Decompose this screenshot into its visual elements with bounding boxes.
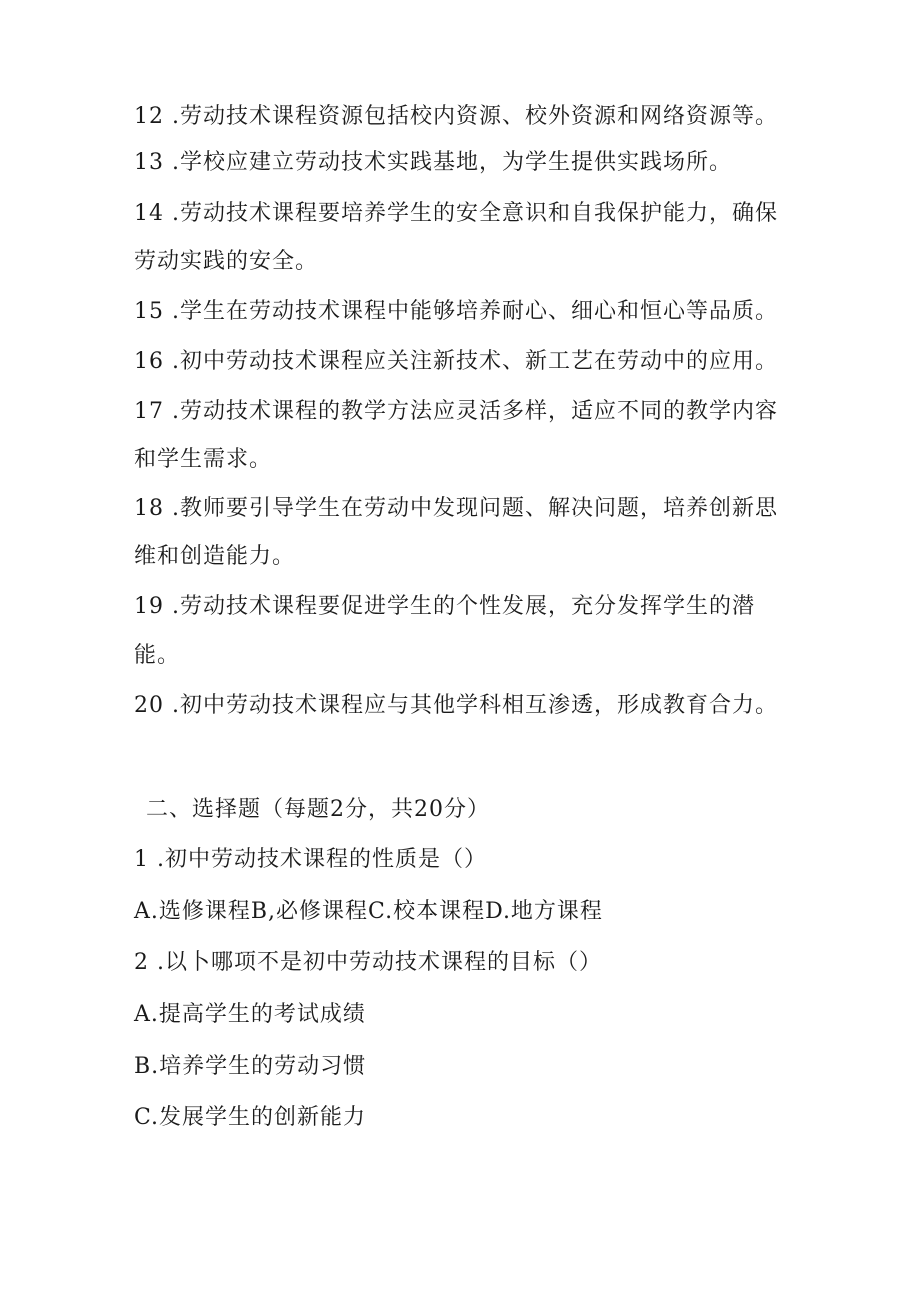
statement-19-line1: 19 .劳动技术课程要促进学生的个性发展，充分发挥学生的潜: [134, 594, 755, 619]
statement-18-line1: 18 .教师要引导学生在劳动中发现问题、解决问题，培养创新思: [134, 496, 778, 521]
statement-17-line1: 17 .劳动技术课程的教学方法应灵活多样，适应不同的教学内容: [134, 399, 778, 424]
question-2-option-a: A.提高学生的考试成绩: [134, 1002, 366, 1027]
statement-14-line2: 劳动实践的安全。: [134, 249, 319, 274]
statement-14-line1: 14 .劳动技术课程要培养学生的安全意识和自我保护能力，确保: [134, 201, 778, 226]
statement-19-line2: 能。: [134, 643, 181, 668]
question-2: 2 .以卜哪项不是初中劳动技术课程的目标（）: [134, 950, 602, 975]
statement-18-line2: 维和创造能力。: [134, 544, 296, 569]
question-1: 1 .初中劳动技术课程的性质是（）: [134, 847, 487, 872]
statement-12: 12 .劳动技术课程资源包括校内资源、校外资源和网络资源等。: [134, 104, 778, 129]
statement-20: 20 .初中劳动技术课程应与其他学科相互渗透，形成教育合力。: [134, 693, 778, 718]
statement-16: 16 .初中劳动技术课程应关注新技术、新工艺在劳动中的应用。: [134, 349, 778, 374]
statement-17-line2: 和学生需求。: [134, 447, 273, 472]
section-heading: 二、选择题（每题2分，共20分）: [146, 797, 490, 822]
statement-13: 13 .学校应建立劳动技术实践基地，为学生提供实践场所。: [134, 150, 732, 175]
question-1-options: A.选修课程B,必修课程C.校本课程D.地方课程: [134, 899, 603, 924]
question-2-option-c: C.发展学生的创新能力: [134, 1105, 367, 1130]
statement-15: 15 .学生在劳动技术课程中能够培养耐心、细心和恒心等品质。: [134, 299, 778, 324]
question-2-option-b: B.培养学生的劳动习惯: [134, 1054, 367, 1079]
